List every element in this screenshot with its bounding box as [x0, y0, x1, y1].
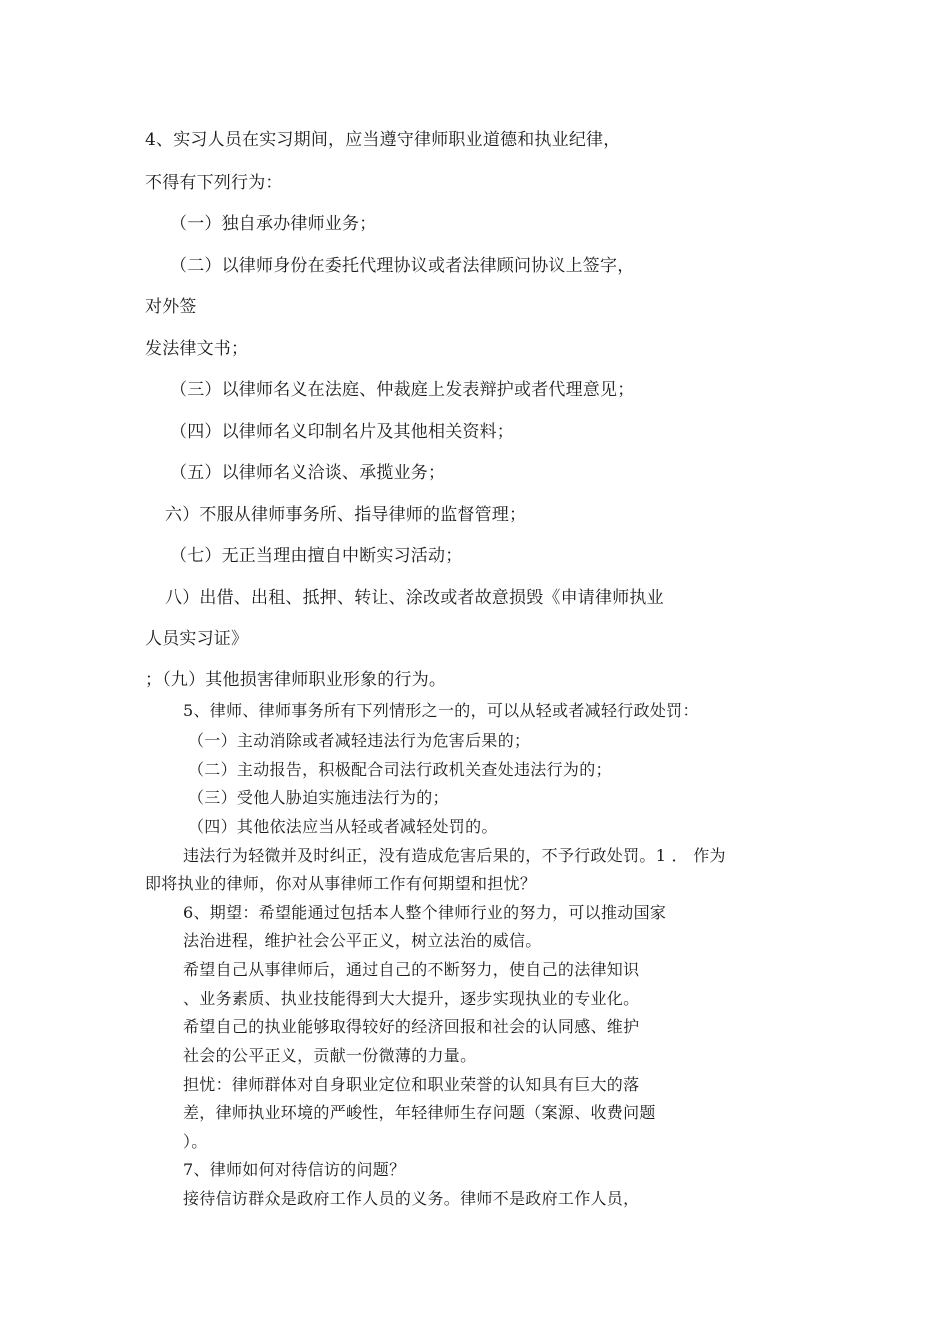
text-line: 发法律文书；: [145, 339, 249, 359]
text-line: （四）其他依法应当从轻或者减轻处罚的。: [188, 817, 498, 836]
text-line: 社会的公平正义，贡献一份微薄的力量。: [183, 1046, 477, 1065]
text-line: （七）无正当理由擅自中断实习活动；: [170, 546, 463, 566]
text-line: ）。: [183, 1132, 208, 1151]
text-line: 希望自己的执业能够取得较好的经济回报和社会的认同感、维护: [183, 1017, 640, 1036]
text-line: 希望自己从事律师后，通过自己的不断努力，使自己的法律知识: [183, 960, 640, 979]
text-line: （三）受他人胁迫实施违法行为的；: [188, 788, 449, 807]
text-line: 接待信访群众是政府工作人员的义务。律师不是政府工作人员，: [183, 1189, 640, 1208]
text-line: 人员实习证》: [145, 629, 249, 649]
text-line: 担忧：律师群体对自身职业定位和职业荣誉的认知具有巨大的落: [183, 1075, 640, 1094]
text-line: （四）以律师名义印制名片及其他相关资料；: [170, 422, 514, 442]
text-line: 差，律师执业环境的严峻性，年轻律师生存问题（案源、收费问题: [183, 1103, 656, 1122]
text-line: ；（九）其他损害律师职业形象的行为。: [145, 670, 447, 690]
text-line: 4、实习人员在实习期间，应当遵守律师职业道德和执业纪律，: [145, 130, 621, 150]
text-line: （五）以律师名义洽谈、承揽业务；: [170, 463, 446, 483]
text-line: 八）出借、出租、抵押、转让、涂改或者故意损毁《申请律师执业: [165, 588, 664, 608]
text-line: 即将执业的律师，你对从事律师工作有何期望和担忧？: [145, 874, 537, 893]
text-line: 7、律师如何对待信访的问题？: [183, 1160, 406, 1179]
text-line: 法治进程，维护社会公平正义，树立法治的威信。: [183, 931, 542, 950]
text-line: 六）不服从律师事务所、指导律师的监督管理；: [165, 505, 527, 525]
text-line: （一）独自承办律师业务；: [170, 214, 377, 234]
text-line: 5、律师、律师事务所有下列情形之一的，可以从轻或者减轻行政处罚：: [183, 701, 699, 720]
text-line: 违法行为轻微并及时纠正，没有造成危害后果的，不予行政处罚。1 ． 作为: [183, 846, 726, 865]
text-line: 6、期望：希望能通过包括本人整个律师行业的努力，可以推动国家: [183, 903, 667, 922]
text-line: （一）主动消除或者减轻违法行为危害后果的；: [188, 731, 531, 750]
text-line: （二）主动报告，积极配合司法行政机关查处违法行为的；: [188, 760, 612, 779]
text-line: （二）以律师身份在委托代理协议或者法律顾问协议上签字，: [170, 256, 635, 276]
text-line: （三）以律师名义在法庭、仲裁庭上发表辩护或者代理意见；: [170, 380, 635, 400]
text-line: 对外签: [145, 297, 197, 317]
text-line: 不得有下列行为：: [145, 173, 283, 193]
text-line: 、业务素质、执业技能得到大大提升，逐步实现执业的专业化。: [183, 989, 640, 1008]
